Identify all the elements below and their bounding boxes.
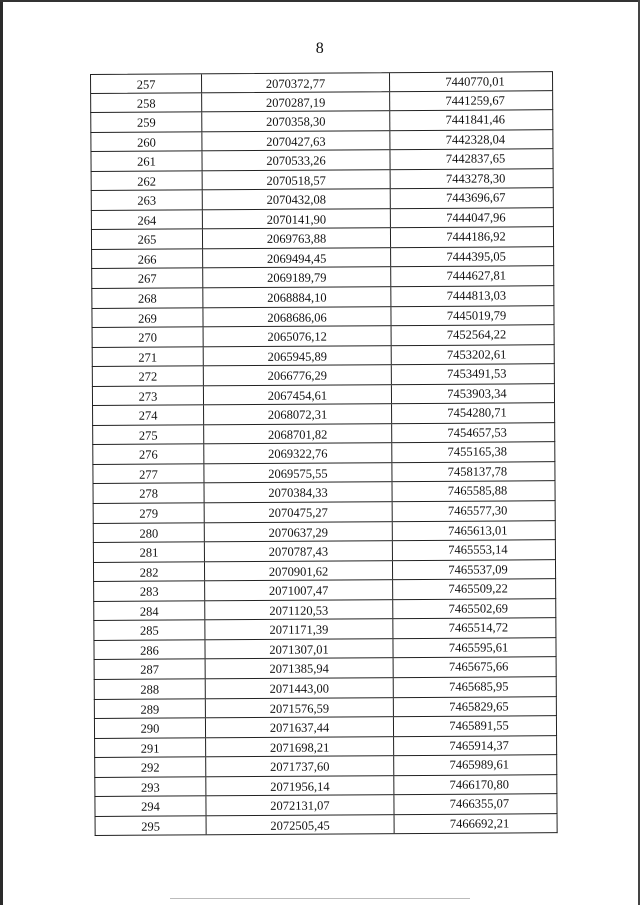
x-coordinate-cell: 2070384,33 xyxy=(205,483,393,503)
y-coordinate-cell: 7444813,03 xyxy=(446,288,507,303)
point-number-cell: 294 xyxy=(95,797,206,816)
y-coordinate-cell: 7465553,14 xyxy=(448,542,508,557)
point-number-cell: 268 xyxy=(92,288,203,307)
y-coordinate-cell: 7454657,53 xyxy=(447,425,507,440)
point-number-cell: 285 xyxy=(94,621,205,640)
y-coordinate-cell: 7465585,88 xyxy=(447,483,508,499)
x-coordinate-cell: 2065076,12 xyxy=(204,326,392,346)
point-number-cell: 270 xyxy=(93,327,204,346)
x-coordinate-cell: 2070901,62 xyxy=(205,561,393,581)
y-coordinate-cell: 7465537,09 xyxy=(448,562,508,577)
point-number-cell: 286 xyxy=(94,640,205,659)
page-edge-top xyxy=(0,0,640,2)
point-number-cell: 273 xyxy=(93,386,204,405)
point-number-cell: 287 xyxy=(95,660,206,679)
x-coordinate-cell: 2072131,07 xyxy=(206,795,394,815)
x-coordinate-cell: 2067454,61 xyxy=(204,385,392,405)
x-coordinate-cell: 2068701,82 xyxy=(204,424,392,444)
x-coordinate-cell: 2071007,47 xyxy=(205,580,393,600)
point-number-cell: 271 xyxy=(93,347,204,366)
y-coordinate-cell: 7465502,69 xyxy=(448,601,509,616)
x-coordinate-cell: 2069322,76 xyxy=(204,444,392,464)
point-number-cell: 281 xyxy=(94,542,205,561)
point-number-cell: 259 xyxy=(91,112,202,131)
x-coordinate-cell: 2069189,79 xyxy=(203,268,391,288)
x-coordinate-cell: 2071956,14 xyxy=(206,776,394,796)
x-coordinate-cell: 2069763,88 xyxy=(203,229,391,249)
x-coordinate-cell: 2070427,63 xyxy=(202,131,390,151)
y-coordinate-cell: 7442837,65 xyxy=(445,151,506,167)
x-coordinate-cell: 2070432,08 xyxy=(203,189,391,209)
point-number-cell: 293 xyxy=(95,777,206,796)
x-coordinate-cell: 2070358,30 xyxy=(202,111,390,131)
y-coordinate-cell: 7443278,30 xyxy=(445,171,506,186)
x-coordinate-cell: 2071171,39 xyxy=(205,619,393,639)
point-number-cell: 262 xyxy=(92,171,203,190)
point-number-cell: 258 xyxy=(91,93,202,112)
point-number-cell: 292 xyxy=(95,757,206,776)
y-coordinate-cell: 7465514,72 xyxy=(448,620,509,636)
y-coordinate-cell: 7444627,81 xyxy=(446,268,506,284)
y-coordinate-cell: 7465829,65 xyxy=(449,698,509,714)
point-number-cell: 257 xyxy=(91,74,202,92)
x-coordinate-cell: 2065945,89 xyxy=(204,346,392,366)
x-coordinate-cell: 2071385,94 xyxy=(206,659,394,679)
x-coordinate-cell: 2070475,27 xyxy=(205,502,393,522)
y-coordinate-cell: 7454280,71 xyxy=(447,405,507,421)
x-coordinate-cell: 2070287,19 xyxy=(202,92,390,112)
x-coordinate-cell: 2068686,06 xyxy=(203,307,391,327)
y-coordinate-cell: 7455165,38 xyxy=(447,444,508,460)
point-number-cell: 275 xyxy=(93,425,204,444)
point-number-cell: 265 xyxy=(92,230,203,249)
x-coordinate-cell: 2071737,60 xyxy=(206,756,394,776)
x-coordinate-cell: 2071698,21 xyxy=(206,737,394,757)
y-coordinate-cell: 7466170,80 xyxy=(449,777,510,792)
point-number-cell: 264 xyxy=(92,210,203,229)
y-coordinate-cell: 7465675,66 xyxy=(448,659,509,675)
x-coordinate-cell: 2069575,55 xyxy=(204,463,392,483)
page-number: 8 xyxy=(315,40,325,57)
x-coordinate-cell: 2070533,26 xyxy=(202,150,390,170)
point-number-cell: 290 xyxy=(95,718,206,737)
point-number-cell: 279 xyxy=(94,503,205,522)
y-coordinate-cell: 7465685,95 xyxy=(449,679,509,694)
scan-artifact-line xyxy=(170,898,470,899)
point-number-cell: 283 xyxy=(94,582,205,601)
y-coordinate-cell: 7440770,01 xyxy=(445,74,505,89)
y-coordinate-cell: 7443696,67 xyxy=(446,190,506,206)
point-number-cell: 291 xyxy=(95,738,206,757)
point-number-cell: 260 xyxy=(91,132,202,151)
x-coordinate-cell: 2069494,45 xyxy=(203,248,391,268)
x-coordinate-cell: 2070787,43 xyxy=(205,541,393,561)
point-number-cell: 277 xyxy=(93,464,204,483)
point-number-cell: 284 xyxy=(94,601,205,620)
x-coordinate-cell: 2071307,01 xyxy=(205,639,393,659)
y-coordinate-cell: 7466692,21 xyxy=(449,816,510,831)
point-number-cell: 289 xyxy=(95,699,206,718)
y-coordinate-cell: 7466355,07 xyxy=(449,796,510,812)
y-coordinate-cell: 7465577,30 xyxy=(447,503,508,518)
page-edge-left xyxy=(0,0,3,905)
point-number-cell: 278 xyxy=(94,484,205,503)
point-number-cell: 282 xyxy=(94,562,205,581)
x-coordinate-cell: 2070141,90 xyxy=(203,209,391,229)
y-coordinate-cell: 7444395,05 xyxy=(446,249,506,264)
y-coordinate-cell: 7441841,46 xyxy=(445,112,506,127)
point-number-cell: 274 xyxy=(93,406,204,425)
x-coordinate-cell: 2066776,29 xyxy=(204,365,392,385)
x-coordinate-cell: 2071120,53 xyxy=(205,600,393,620)
table-row xyxy=(95,814,558,836)
y-coordinate-cell: 7453491,53 xyxy=(447,366,507,382)
point-number-cell: 295 xyxy=(96,816,207,835)
point-number-cell: 267 xyxy=(92,269,203,288)
y-coordinate-cell: 7465989,61 xyxy=(449,757,509,772)
point-number-cell: 266 xyxy=(92,249,203,268)
point-number-cell: 269 xyxy=(92,308,203,327)
x-coordinate-cell: 2071637,44 xyxy=(206,717,394,737)
y-coordinate-cell: 7441259,67 xyxy=(445,93,505,108)
coordinates-table xyxy=(90,71,558,836)
point-number-cell: 263 xyxy=(92,191,203,210)
y-coordinate-cell: 7465595,61 xyxy=(448,640,509,655)
y-coordinate-cell: 7444186,92 xyxy=(446,229,506,245)
y-coordinate-cell: 7452564,22 xyxy=(446,327,507,342)
point-number-cell: 272 xyxy=(93,367,204,386)
point-number-cell: 276 xyxy=(93,445,204,464)
y-coordinate-cell: 7465509,22 xyxy=(448,581,508,597)
x-coordinate-cell: 2072505,45 xyxy=(207,815,395,835)
point-number-cell: 261 xyxy=(91,152,202,171)
y-coordinate-cell: 7465891,55 xyxy=(449,718,509,733)
y-coordinate-cell: 7465613,01 xyxy=(448,523,508,538)
x-coordinate-cell: 2071443,00 xyxy=(206,678,394,698)
x-coordinate-cell: 2070518,57 xyxy=(203,170,391,190)
y-coordinate-cell: 7453903,34 xyxy=(447,386,507,401)
y-coordinate-cell: 7458137,78 xyxy=(447,464,508,479)
y-coordinate-cell: 7445019,79 xyxy=(446,308,507,323)
point-number-cell: 280 xyxy=(94,523,205,542)
y-coordinate-cell: 7444047,96 xyxy=(446,210,506,225)
x-coordinate-cell: 2071576,59 xyxy=(206,698,394,718)
x-coordinate-cell: 2070372,77 xyxy=(202,73,390,92)
point-number-cell: 288 xyxy=(95,679,206,698)
y-coordinate-cell: 7442328,04 xyxy=(445,132,506,147)
y-coordinate-cell: 7465914,37 xyxy=(449,738,509,753)
x-coordinate-cell: 2068884,10 xyxy=(203,287,391,307)
x-coordinate-cell: 2070637,29 xyxy=(205,522,393,542)
y-coordinate-cell: 7453202,61 xyxy=(446,347,507,362)
x-coordinate-cell: 2068072,31 xyxy=(204,404,392,424)
